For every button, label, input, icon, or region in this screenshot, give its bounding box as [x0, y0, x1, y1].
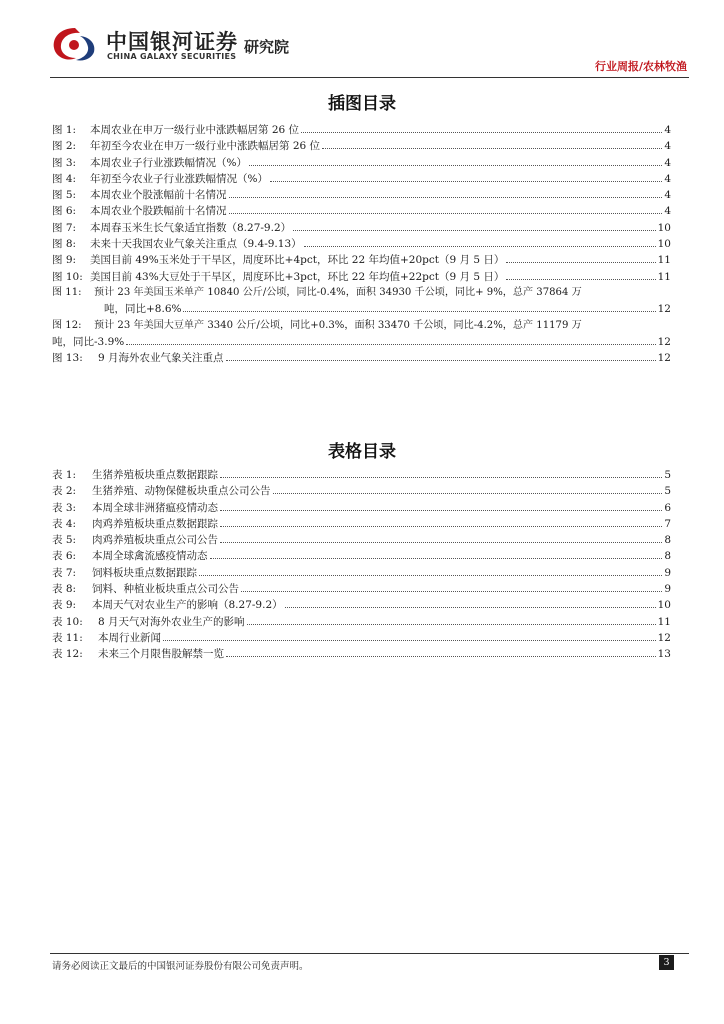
figure-toc-list — [52, 122, 671, 366]
toc-entry[interactable]: 图 13: 9 月海外农业气象关注重点 12 — [52, 352, 671, 365]
toc-entry[interactable]: 表 6: 本周全球禽流感疫情动态 8 — [52, 550, 671, 563]
toc-entry[interactable]: 图 2: 年初至今农业在申万一级行业中涨跌幅居第 26 位 4 — [52, 140, 671, 153]
toc-entry[interactable]: 表 9: 本周天气对农业生产的影响（8.27-9.2） 10 — [52, 599, 671, 612]
galaxy-logo-icon — [50, 24, 100, 64]
toc-entry[interactable]: 表 10: 8 月天气对海外农业生产的影响 11 — [52, 615, 671, 628]
toc-entry[interactable]: 图 1: 本周农业在申万一级行业中涨跌幅居第 26 位 4 — [52, 124, 671, 136]
table-toc-title: 表格目录 — [328, 442, 396, 462]
footer-disclaimer: 请务必阅读正文最后的中国银河证券股份有限公司免责声明。 — [52, 961, 309, 972]
report-type-label: 行业周报/农林牧渔 — [594, 60, 687, 73]
toc-entry[interactable]: 图 8: 未来十天我国农业气象关注重点（9.4-9.13） 10 — [52, 238, 671, 251]
page-number: 3 — [659, 955, 674, 970]
toc-entry[interactable]: 图 11: 预计 23 年美国玉米单产 10840 公斤/公顷，同比-0.4%，面积 34930 千公顷，同比+ 9%，总产 37864 万 — [52, 286, 582, 298]
toc-entry[interactable]: 表 5: 肉鸡养殖板块重点公司公告 8 — [52, 534, 671, 547]
toc-entry[interactable]: 表 11: 本周行业新闻 12 — [52, 631, 671, 644]
footer-divider — [50, 953, 689, 954]
toc-entry[interactable]: 图 7: 本周春玉米生长气象适宜指数（8.27-9.2） 10 — [52, 221, 671, 234]
header-divider — [50, 77, 689, 78]
page-header — [0, 0, 724, 80]
toc-entry[interactable]: 图 12: 预计 23 年美国大豆单产 3340 公斤/公顷，同比+0.3%，面积 33470 千公顷，同比-4.2%，总产 11179 万 — [52, 319, 582, 331]
toc-entry[interactable]: 图 3: 本周农业子行业涨跌幅情况（%） 4 — [52, 156, 671, 169]
toc-entry[interactable]: 图 10: 美国目前 43%大豆处于干旱区，周度环比+3pct，环比 22 年均值+22pct（9 月 5 日） 11 — [52, 270, 671, 283]
toc-entry[interactable]: 表 2: 生猪养殖、动物保健板块重点公司公告 5 — [52, 485, 671, 498]
toc-entry[interactable]: 表 1: 生猪养殖板块重点数据跟踪 5 — [52, 469, 671, 481]
toc-entry[interactable]: 表 7: 饲料板块重点数据跟踪 9 — [52, 566, 671, 579]
toc-entry-continuation[interactable]: 吨，同比-3.9% 12 — [52, 335, 671, 348]
toc-entry[interactable]: 图 6: 本周农业个股跌幅前十名情况 4 — [52, 205, 671, 218]
toc-entry[interactable]: 表 3: 本周全球非洲猪瘟疫情动态 6 — [52, 501, 671, 514]
toc-entry-continuation[interactable]: 吨，同比+8.6% 12 — [104, 303, 671, 316]
toc-entry[interactable]: 图 5: 本周农业个股涨幅前十名情况 4 — [52, 189, 671, 202]
figure-toc-title: 插图目录 — [328, 94, 396, 114]
toc-entry[interactable]: 表 8: 饲料、种植业板块重点公司公告 9 — [52, 583, 671, 596]
table-toc-list — [52, 467, 671, 663]
toc-entry[interactable]: 表 12: 未来三个月限售股解禁一览 13 — [52, 648, 671, 661]
institute-label: 研究院 — [244, 38, 290, 56]
logo-chinese-name: 中国银河证券 — [106, 30, 238, 54]
toc-entry[interactable]: 图 4: 年初至今农业子行业涨跌幅情况（%） 4 — [52, 172, 671, 185]
toc-entry[interactable]: 图 9: 美国目前 49%玉米处于干旱区，周度环比+4pct，环比 22 年均值+20pct（9 月 5 日） 11 — [52, 254, 671, 267]
toc-entry[interactable]: 表 4: 肉鸡养殖板块重点数据跟踪 7 — [52, 517, 671, 530]
logo-english-name: CHINA GALAXY SECURITIES — [107, 52, 237, 61]
